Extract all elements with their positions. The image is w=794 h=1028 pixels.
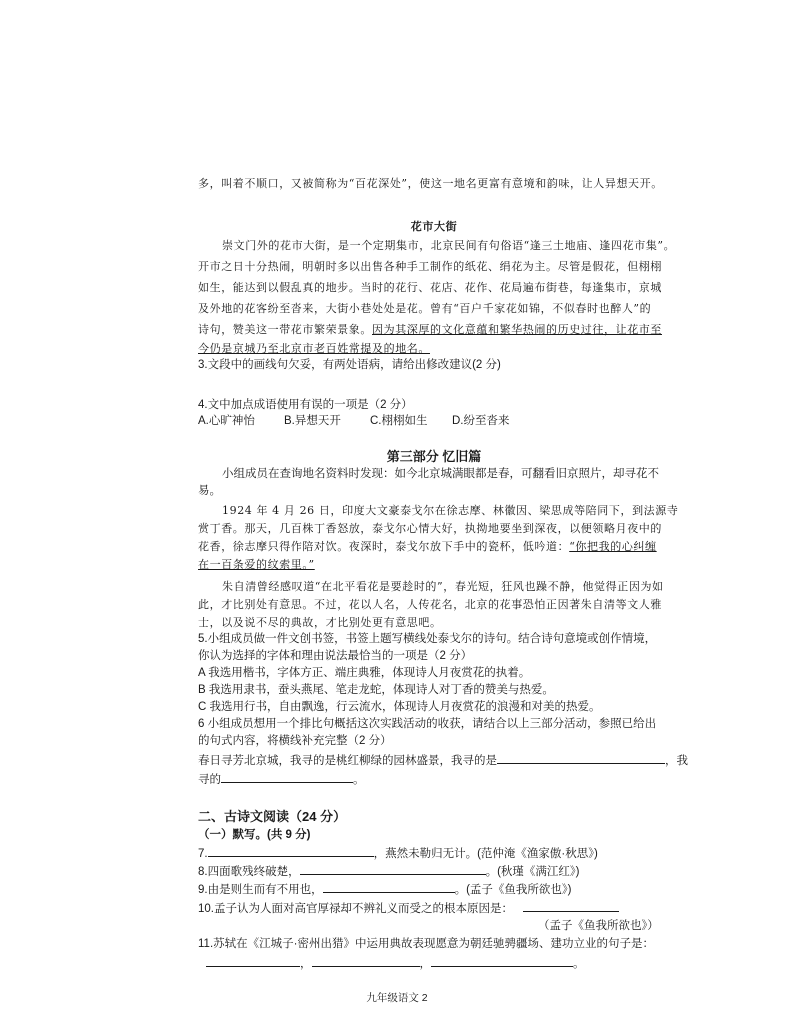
- part3-intro-line-2: 易。: [198, 485, 221, 497]
- answer-blank[interactable]: [221, 771, 353, 783]
- part-3-title: 第三部分 忆旧篇: [386, 449, 482, 464]
- answer-blank[interactable]: [523, 900, 619, 912]
- tagore-line-3-plain: 花香，徐志摩只得作陪对饮。夜深时，泰戈尔放下手中的瓷杯，低吟道：: [198, 540, 570, 553]
- question-6-line-2: 的句式内容，将横线补充完整（2 分）: [198, 735, 392, 747]
- answer-blank[interactable]: [323, 881, 455, 893]
- question-9-text: 9.由是则生而有不用也，: [198, 884, 323, 896]
- section-title-huashi: 花市大街: [410, 220, 458, 233]
- huashi-line-1: 崇文门外的花市大街，是一个定期集市，北京民间有句俗语“逢三土地庙、逢四花市集”。: [222, 239, 676, 252]
- underlined-sentence-part-2: 今仍是京城乃至北京市老百姓常提及的地名。: [198, 342, 430, 355]
- answer-blank[interactable]: [208, 845, 374, 857]
- question-4: 4.文中加点成语使用有误的一项是（2 分）: [198, 399, 413, 411]
- question-10: [198, 900, 619, 917]
- answer-blank[interactable]: [206, 955, 300, 967]
- huashi-line-3: 如生，能达到以假乱真的地步。当时的花行、花店、花作、花局遍布街巷，每逢集市，京城: [198, 281, 662, 294]
- huashi-line-2: 开市之日十分热闹，明朝时多以出售各种手工制作的纸花、绢花为主。尽管是假花，但栩栩: [198, 260, 662, 273]
- part3-intro-line-1: 小组成员在查询地名资料时发现：如今北京城满眼都是春，可翻看旧京照片，却寻花不: [222, 468, 659, 480]
- zhuziqing-line-2: 此，才比别处有意思。不过，花以人名，人传花名，北京的花事恐怕正因著朱自清等文人雅: [198, 598, 662, 611]
- tagore-poem-part-1: “你把我的心纠缠: [569, 540, 657, 553]
- question-6-line-3: [198, 752, 688, 769]
- paragraph-continuation: 多，叫着不顺口，又被简称为“百花深处”，使这一地名更富有意境和韵味，让人异想天开。: [198, 177, 663, 190]
- huashi-line-5-plain: 诗句，赞美这一带花市繁荣景象。: [198, 323, 372, 336]
- question-5-option-b: B 我选用隶书，蚕头燕尾、笔走龙蛇，体现诗人对丁香的赞美与热爱。: [198, 684, 554, 696]
- answer-blank[interactable]: [312, 955, 420, 967]
- comma: ，: [300, 958, 312, 970]
- zhuziqing-line-3: 士，以及说不尽的典故，才比别处更有意思吧。: [198, 616, 442, 629]
- section-2-title: 二、古诗文阅读（24 分）: [198, 809, 347, 824]
- answer-blank[interactable]: [300, 863, 486, 875]
- huashi-line-5: [198, 322, 662, 338]
- tagore-line-3: [198, 539, 657, 555]
- question-8-text: 8.四面歌残终破楚，: [198, 866, 300, 878]
- question-6-line-4: [198, 771, 365, 788]
- tagore-line-2: 赏丁香。那天，几百株丁香怒放，泰戈尔心情大好，执拗地要坐到深夜，以便领略月夜中的: [198, 522, 662, 535]
- question-3: 3.文段中的画线句欠妥，有两处语病，请给出修改建议(2 分): [198, 359, 501, 371]
- tagore-poem-part-2: 在一百条爱的纹索里。”: [198, 558, 315, 571]
- question-8-source: 。(秋瑾《满江红》): [485, 866, 580, 878]
- question-5-option-c: C 我选用行书，自由飘逸，行云流水，体现诗人月夜赏花的浪漫和对美的热爱。: [198, 701, 601, 713]
- question-7-text: ，燕然未勒归无计。(范仲淹《渔家傲·秋思》): [373, 848, 598, 860]
- section-2-subtitle: （一）默写。(共 9 分): [198, 829, 311, 841]
- question-11: 11.苏轼在《江城子·密州出猎》中运用典故表现愿意为朝廷驰骋疆场、建功立业的句子是：: [198, 938, 654, 950]
- period: 。: [573, 958, 585, 970]
- option-b: B.异想天开: [284, 415, 341, 427]
- question-5-option-a: A 我选用楷书，字体方正、端庄典雅，体现诗人月夜赏花的执着。: [198, 667, 531, 679]
- question-10-text: 10.孟子认为人面对高官厚禄却不辨礼义而受之的根本原因是：: [198, 903, 513, 915]
- answer-blank[interactable]: [431, 955, 573, 967]
- question-6-line-1: 6 小组成员想用一个排比句概括这次实践活动的收获，请结合以上三部分活动，参照已给出: [198, 718, 657, 730]
- page-footer: 九年级语文 2: [366, 992, 428, 1004]
- answer-blank[interactable]: [497, 752, 665, 764]
- zhuziqing-line-1: 朱自清曾经感叹道“在北平看花是要趁时的”，春光短，狂风也躁不静，他觉得正因为如: [222, 580, 664, 593]
- huashi-line-4: 及外地的花客纷至沓来，大街小巷处处是花。曾有“百户千家花如锦，不似春时也醉人”的: [198, 302, 652, 315]
- question-6-line-4-text: 寻的: [198, 774, 221, 786]
- option-a: A.心旷神怡: [198, 415, 255, 427]
- question-6-line-4-end: 。: [353, 774, 365, 786]
- underlined-sentence-part-1: 因为其深厚的文化意蕴和繁华热闹的历史过往，让花市至: [372, 323, 662, 336]
- question-11-answer-line: [206, 955, 585, 972]
- question-5-line-1: 5.小组成员做一件文创书签，书签上题写横线处泰戈尔的诗句。结合诗句意境或创作情境，: [198, 633, 657, 645]
- question-5-line-2: 你认为选择的字体和理由说法最恰当的一项是（2 分）: [198, 650, 473, 662]
- question-4-options: [198, 413, 510, 429]
- comma: ，: [419, 958, 431, 970]
- question-7: [198, 845, 598, 862]
- question-8: [198, 863, 580, 880]
- question-6-line-3-end: ，我: [665, 755, 688, 767]
- question-9: [198, 881, 572, 898]
- option-d: D.纷至沓来: [452, 415, 510, 427]
- question-10-source: （孟子《鱼我所欲也》）: [538, 920, 659, 932]
- tagore-line-1: 1924 年 4 月 26 日，印度大文豪泰戈尔在徐志摩、林徽因、梁思成等陪同下，到法源寺: [222, 504, 679, 517]
- question-9-source: 。(孟子《鱼我所欲也》): [454, 884, 572, 896]
- option-c: C.栩栩如生: [370, 415, 428, 427]
- question-6-line-3-text: 春日寻芳北京城，我寻的是桃红柳绿的园林盛景，我寻的是: [198, 755, 497, 767]
- question-7-number: 7.: [198, 848, 208, 860]
